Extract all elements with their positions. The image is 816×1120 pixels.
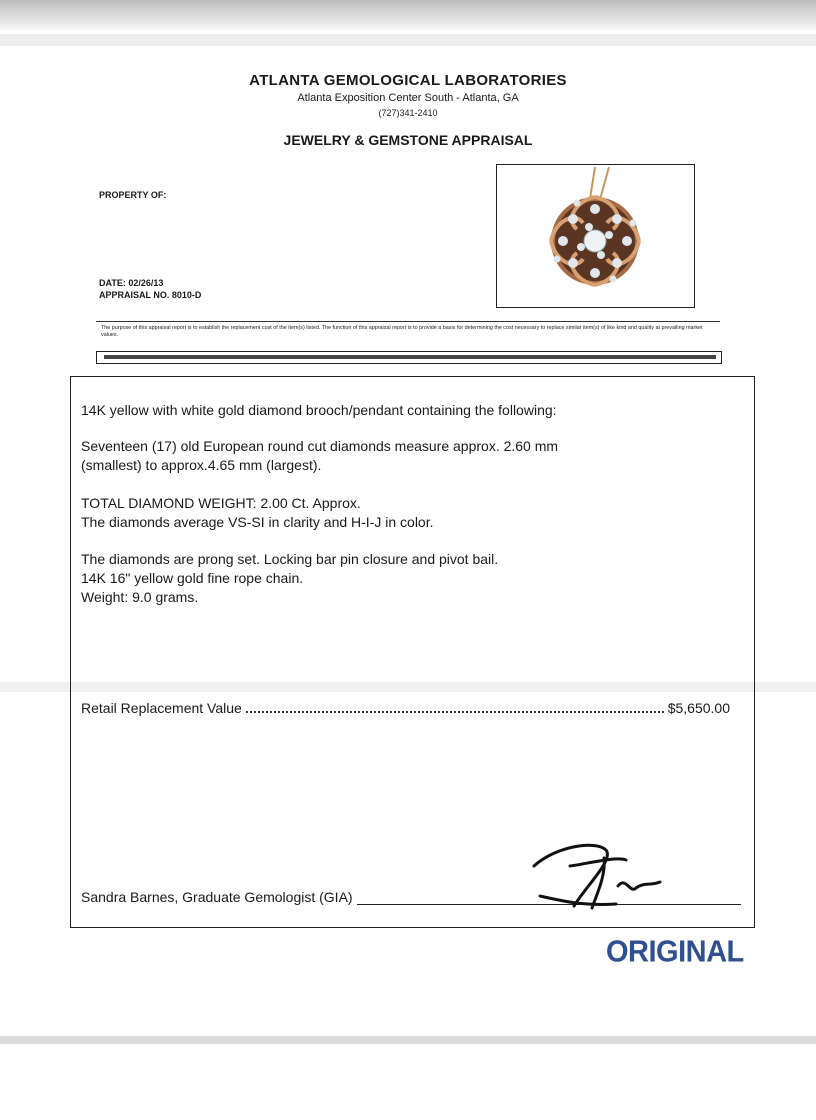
lab-address: Atlanta Exposition Center South - Atlanta, GA [297,92,519,104]
property-of-label: PROPERTY OF: [99,190,167,200]
description-intro: 14K yellow with white gold diamond brooch/pendant containing the following: [81,402,557,418]
purpose-statement: The purpose of this appraisal report is to establish the replacement cost of the item(s) listed. The function of this appraisal report is to provide a basis for determining the cost necessary to replace similar item(s) of like kind and quality at prevailing market values. [101,325,703,338]
total-weight-line: TOTAL DIAMOND WEIGHT: 2.00 Ct. Approx. [81,495,361,511]
divider [96,321,720,322]
original-stamp: ORIGINAL [606,935,744,969]
scan-band [0,34,816,46]
chain-line: 14K 16" yellow gold fine rope chain. [81,570,304,586]
scan-edge-bottom [0,1036,816,1044]
decorative-bar-fill [104,355,716,359]
appraisal-date: DATE: 02/26/13 [99,278,164,288]
document-title: JEWELRY & GEMSTONE APPRAISAL [283,132,533,148]
leader-dots [246,711,664,713]
scan-edge-top [0,0,816,30]
appraiser-name: Sandra Barnes, Graduate Gemologist (GIA) [81,889,353,905]
retail-value-amount: $5,650.00 [667,700,730,716]
lab-phone: (727)341-2410 [378,108,438,118]
jewelry-photo [496,164,695,308]
handwritten-signature [526,836,666,916]
diamond-count-line: Seventeen (17) old European round cut diamonds measure approx. 2.60 mm [81,438,559,454]
brooch-image [497,165,694,307]
retail-value-label: Retail Replacement Value [81,700,242,716]
appraisal-number: APPRAISAL NO. 8010-D [99,290,202,300]
retail-value-row [81,700,730,717]
clarity-color-line: The diamonds average VS-SI in clarity and H-I-J in color. [81,514,434,530]
item-weight-line: Weight: 9.0 grams. [81,589,199,605]
diamond-size-line: (smallest) to approx.4.65 mm (largest). [81,457,322,473]
lab-name: ATLANTA GEMOLOGICAL LABORATORIES [249,72,567,89]
setting-line: The diamonds are prong set. Locking bar pin closure and pivot bail. [81,551,499,567]
